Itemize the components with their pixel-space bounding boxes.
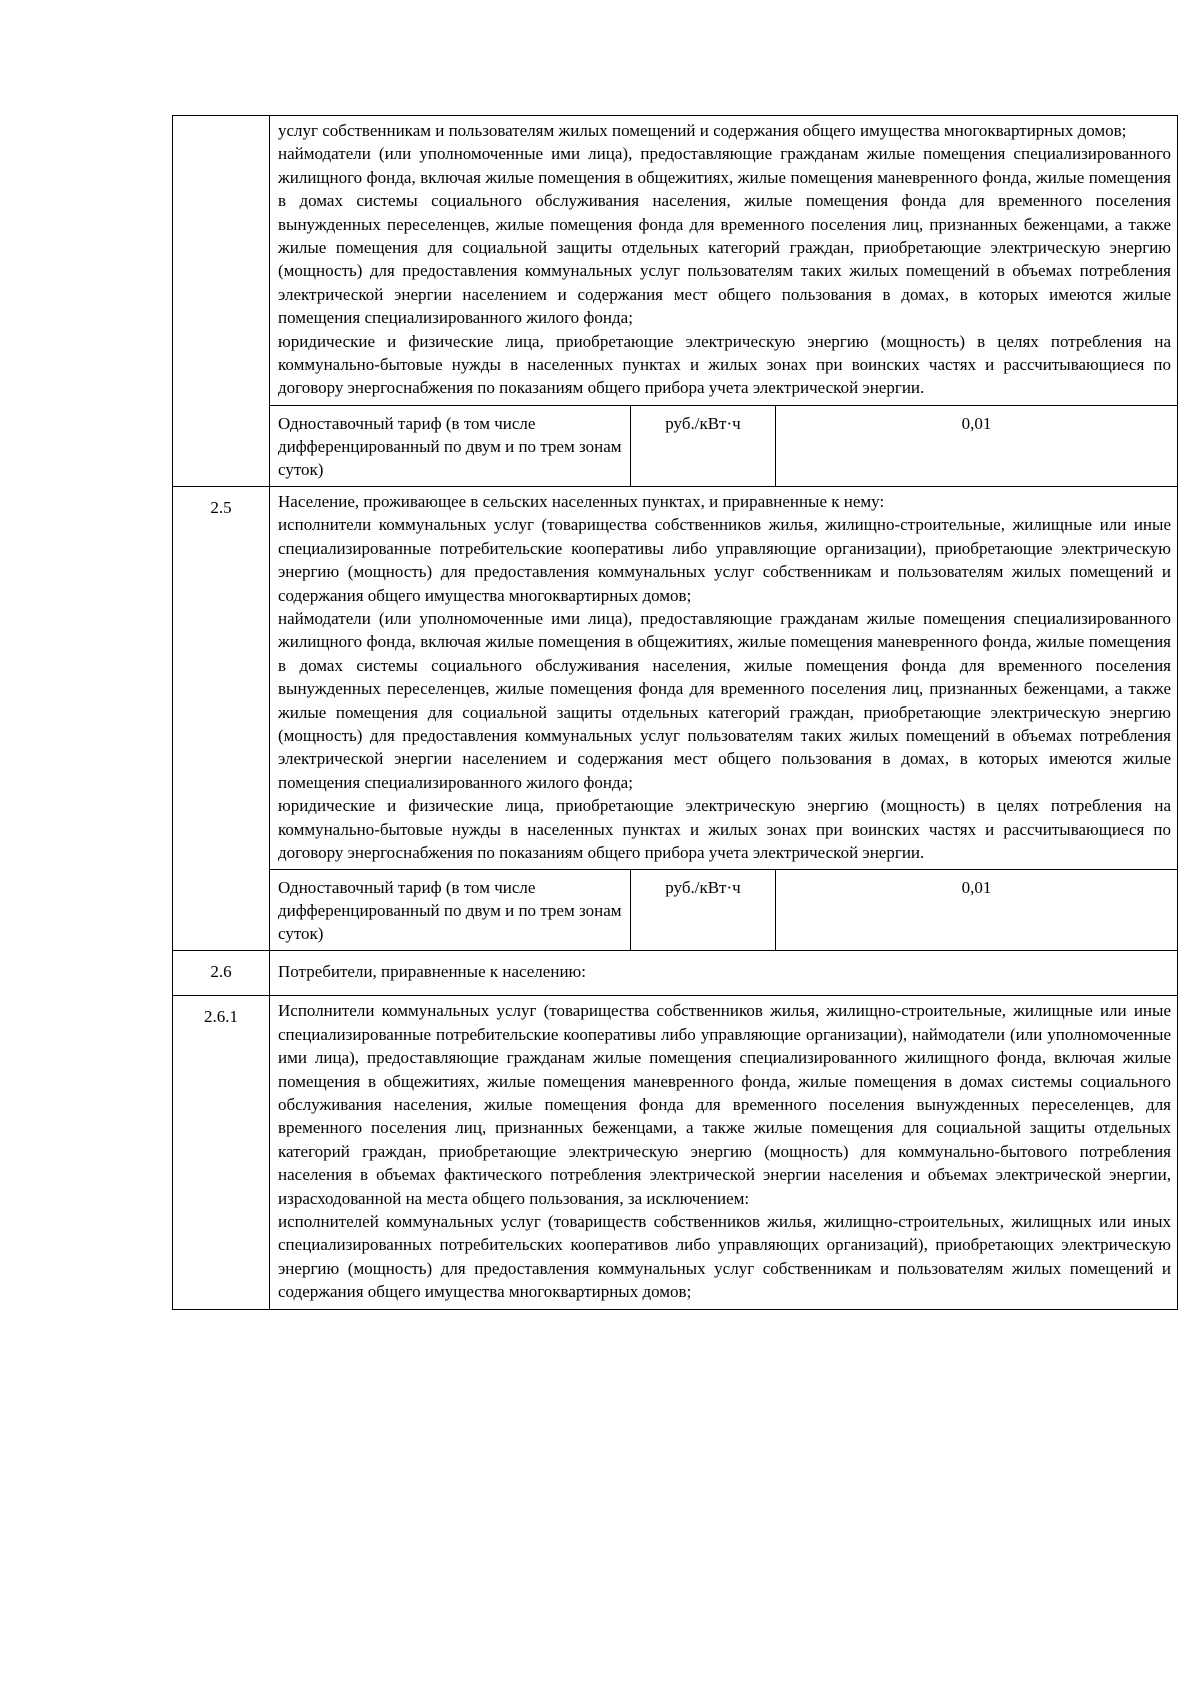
row-text-cell [270, 996, 1178, 1309]
tariff-subtable [270, 870, 1177, 950]
tariff-name: Одноставочный тариф (в том числе дифференцированный по двум и по трем зонам суток) [270, 870, 631, 950]
row-text-cell [270, 486, 1178, 870]
row-text-cell [270, 116, 1178, 406]
row-number: 2.6 [173, 951, 270, 996]
paragraph: наймодатели (или уполномоченные ими лица), предоставляющие гражданам жилые помещения специализированного жилищного фонда, включая жилые помещения в общежитиях, жилые помещения маневренного фонда, жилые помещения в домах системы социального обслуживания населения, жилые помещения фонда для временного поселения вынужденных переселенцев, жилые помещения фонда для временного поселения лиц, признанных беженцами, а также жилые помещения для социальной защиты отдельных категорий граждан, приобретающие электрическую энергию (мощность) для предоставления коммунальных услуг пользователям таких жилых помещений в объемах потребления электрической энергии населением и содержания мест общего пользования в домах, в которых имеются жилые помещения специализированного жилого фонда; [278, 608, 1171, 792]
tariff-value: 0,01 [961, 413, 992, 433]
tariff-unit: руб./кВт·ч [631, 870, 776, 950]
paragraph: исполнителей коммунальных услуг (товариществ собственников жилья, жилищно-строительных, жилищных или иных специализированных потребительских кооперативов либо управляющих организаций), приобретающих электрическую энергию (мощность) для предоставления коммунальных услуг собственникам и пользователям жилых помещений и содержания общего имущества многоквартирных домов; [278, 1212, 1171, 1302]
tariff-subtable [270, 406, 1177, 486]
table-row [173, 116, 1178, 406]
tariff-unit: руб./кВт·ч [631, 406, 776, 486]
paragraph: услуг собственникам и пользователям жилых помещений и содержания общего имущества многоквартирных домов; [278, 121, 1127, 140]
row-number: 2.6.1 [173, 996, 270, 1309]
table-row [173, 405, 1178, 486]
paragraph: наймодатели (или уполномоченные ими лица), предоставляющие гражданам жилые помещения специализированного жилищного фонда, включая жилые помещения в общежитиях, жилые помещения маневренного фонда, жилые помещения в домах системы социального обслуживания населения, жилые помещения фонда для временного поселения вынужденных переселенцев, жилые помещения фонда для временного поселения лиц, признанных беженцами, а также жилые помещения для социальной защиты отдельных категорий граждан, приобретающие электрическую энергию (мощность) для предоставления коммунальных услуг пользователям таких жилых помещений в объемах потребления электрической энергии населением и содержания мест общего пользования в домах, в которых имеются жилые помещения специализированного жилого фонда; [278, 144, 1171, 328]
table-row [173, 996, 1178, 1309]
tariff-row-cell [270, 405, 1178, 486]
row-number: 2.5 [173, 486, 270, 951]
table-row [173, 951, 1178, 996]
table-row [173, 486, 1178, 870]
tariff-row-cell [270, 870, 1178, 951]
table-row [173, 870, 1178, 951]
tariff-name: Одноставочный тариф (в том числе дифференцированный по двум и по трем зонам суток) [270, 406, 631, 486]
paragraph: Исполнители коммунальных услуг (товарищества собственников жилья, жилищно-строительные, жилищные или иные специализированные потребительские кооперативы либо управляющие организации), наймодатели (или уполномоченные ими лица), предоставляющие гражданам жилые помещения специализированного жилищного фонда, включая жилые помещения в общежитиях, жилые помещения маневренного фонда, жилые помещения в домах системы социального обслуживания населения, жилые помещения фонда для временного поселения вынужденных переселенцев, для временного поселения лиц, признанных беженцами, а также жилые помещения для социальной защиты отдельных категорий граждан, приобретающие электрическую энергию (мощность) для коммунально-бытового потребления населения в объемах фактического потребления электрической энергии населения и объемах электрической энергии, израсходованной на места общего пользования, за исключением: [278, 1001, 1171, 1208]
tariff-table [172, 115, 1178, 1310]
tariff-value: 0,01 [961, 878, 992, 898]
paragraph: юридические и физические лица, приобретающие электрическую энергию (мощность) в целях потребления на коммунально-бытовые нужды в населенных пунктах и жилых зонах при воинских частях и рассчитывающиеся по договору энергоснабжения по показаниям общего прибора учета электрической энергии. [278, 331, 1171, 398]
row-number-empty [173, 116, 270, 487]
paragraph: юридические и физические лица, приобретающие электрическую энергию (мощность) в целях потребления на коммунально-бытовые нужды в населенных пунктах и жилых зонах при воинских частях и рассчитывающиеся по договору энергоснабжения по показаниям общего прибора учета электрической энергии. [278, 796, 1171, 862]
paragraph: исполнители коммунальных услуг (товарищества собственников жилья, жилищно-строительные, жилищные или иные специализированные потребительские кооперативы либо управляющие организации), приобретающие электрическую энергию (мощность) для предоставления коммунальных услуг собственникам и пользователям жилых помещений и содержания общего имущества многоквартирных домов; [278, 515, 1171, 605]
paragraph: Население, проживающее в сельских населенных пунктах, и приравненные к нему: [278, 491, 885, 511]
row-text-cell: Потребители, приравненные к населению: [270, 951, 1178, 996]
